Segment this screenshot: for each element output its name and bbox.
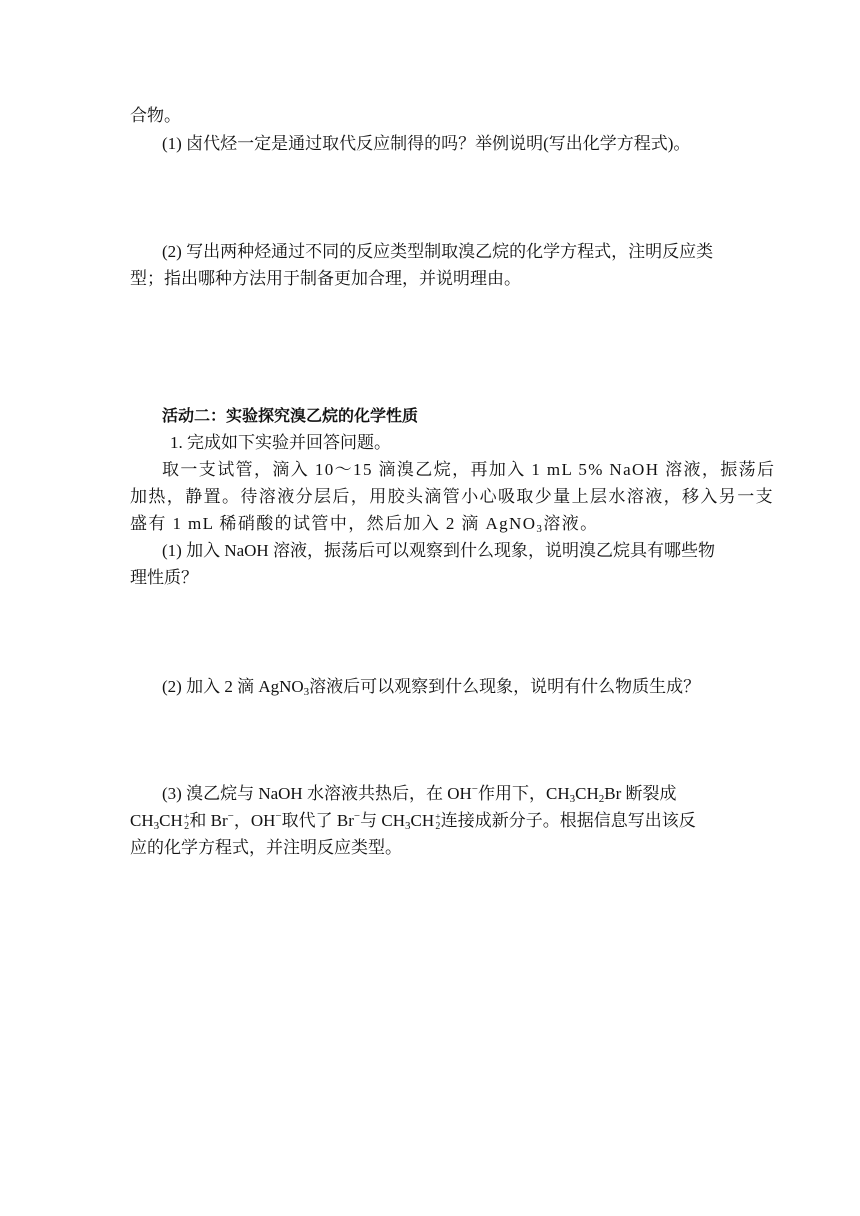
subquestion-2-text: (2) 加入 2 滴 AgNO xyxy=(162,677,304,696)
subquestion-2 xyxy=(162,676,700,698)
experiment-line-3-end: 溶液。 xyxy=(543,514,599,533)
sq3-text: CH xyxy=(130,811,154,830)
activity-2-title: 活动二：实验探究溴乙烷的化学性质 xyxy=(162,406,419,425)
experiment-line-2: 加热，静置。待溶液分层后，用胶头滴管小心吸取少量上层水溶液，移入另一支 xyxy=(130,487,774,506)
charge-subscript: 2 xyxy=(184,821,190,833)
subquestion-2-end: 溶液后可以观察到什么现象，说明有什么物质生成？ xyxy=(309,677,701,696)
subquestion-3-line-2 xyxy=(130,810,696,832)
subscript: 2 xyxy=(598,793,605,805)
sq3-text: (3) 溴乙烷与 NaOH 水溶液共热后，在 OH xyxy=(162,784,472,803)
subquestion-3-line-3: 应的化学方程式，并注明反应类型。 xyxy=(130,838,402,857)
sq3-text: CH xyxy=(575,784,599,803)
text-line-hewu: 合物。 xyxy=(130,106,181,125)
sq3-text: 取代了 Br xyxy=(281,811,354,830)
task-1-instruction: 1. 完成如下实验并回答问题。 xyxy=(170,433,391,452)
experiment-line-1: 取一支试管，滴入 10～15 滴溴乙烷，再加入 1 mL 5% NaOH 溶液，振荡后 xyxy=(162,460,776,479)
charge-subscript: 2 xyxy=(435,821,441,833)
superscript: − xyxy=(353,810,361,822)
subscript: 3 xyxy=(536,523,544,535)
subscript: 3 xyxy=(303,686,310,698)
subquestion-3-line-1 xyxy=(162,783,676,805)
sq3-text: 与 CH xyxy=(360,811,405,830)
superscript: − xyxy=(227,810,234,822)
superscript: − xyxy=(275,810,282,822)
subscript: 3 xyxy=(569,793,576,805)
charge-sign: + xyxy=(435,812,441,824)
question-1-text: 卤代烃一定是通过取代反应制得的吗？举例说明(写出化学方程式)。 xyxy=(186,134,691,153)
experiment-line-3-text: 盛有 1 mL 稀硝酸的试管中，然后加入 2 滴 AgNO xyxy=(130,514,537,533)
sq3-text: 作用下，CH xyxy=(477,784,570,803)
question-2-line-1 xyxy=(162,241,713,263)
experiment-line-3 xyxy=(130,513,599,535)
question-1-number: (1) xyxy=(162,134,182,153)
question-2-line-2: 型；指出哪种方法用于制备更加合理，并说明理由。 xyxy=(130,269,521,288)
question-2-text: 写出两种烃通过不同的反应类型制取溴乙烷的化学方程式，注明反应类 xyxy=(186,242,714,261)
sq3-text: CH xyxy=(410,811,435,830)
charge-sign: + xyxy=(183,812,190,824)
sq3-text: 连接成新分子。根据信息写出该反 xyxy=(440,811,696,830)
subscript: 3 xyxy=(404,820,411,832)
sq3-text: Br 断裂成 xyxy=(604,784,677,803)
subscript: 3 xyxy=(153,820,160,832)
question-2-number: (2) xyxy=(162,242,182,261)
subquestion-1-line-2: 理性质？ xyxy=(130,568,198,587)
sq3-text: 和 Br xyxy=(189,811,228,830)
sq3-text: ，OH xyxy=(233,811,276,830)
subquestion-1-line-1: (1) 加入 NaOH 溶液，振荡后可以观察到什么现象，说明溴乙烷具有哪些物 xyxy=(162,541,715,560)
superscript: − xyxy=(471,783,478,795)
sq3-text: CH xyxy=(159,811,183,830)
question-1 xyxy=(162,133,690,155)
